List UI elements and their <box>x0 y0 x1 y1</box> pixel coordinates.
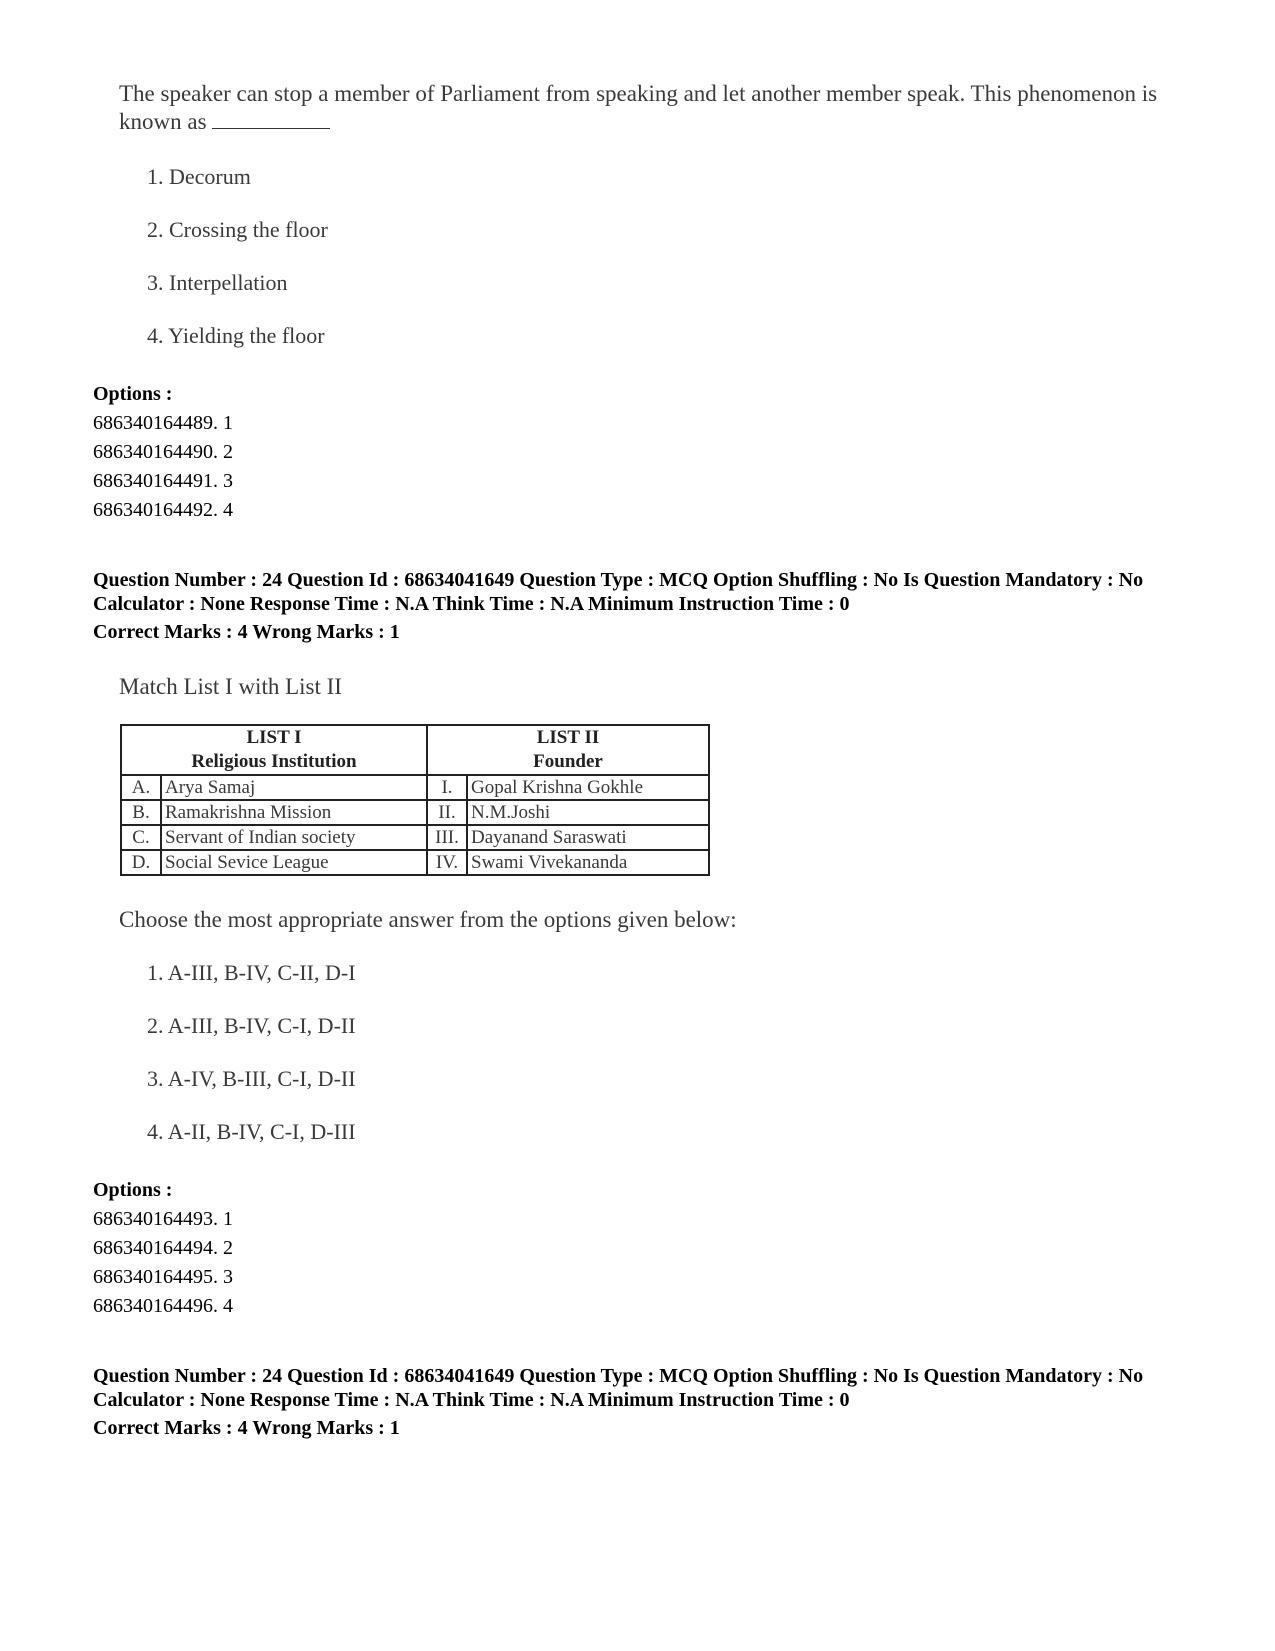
question-24-choose-text: Choose the most appropriate answer from the options given below: <box>119 907 737 932</box>
table-row <box>121 850 709 875</box>
question-23-option-1: 686340164489. 1 <box>93 412 233 434</box>
list-1-header <box>121 725 427 775</box>
question-24-choice-1: 1. A-III, B-IV, C-II, D-I <box>147 960 356 985</box>
question-24-choice-4: 4. A-II, B-IV, C-I, D-III <box>147 1119 356 1144</box>
question-23-text: The speaker can stop a member of Parliament from speaking and let another member speak. This phenomenon is known as <box>119 81 1158 134</box>
list-1-title: LIST I <box>246 727 302 748</box>
list-2-title: LIST II <box>536 727 600 748</box>
question-24-option-1: 686340164493. 1 <box>93 1208 233 1230</box>
question-23-choice-4: 4. Yielding the floor <box>147 323 325 348</box>
question-24-option-4: 686340164496. 4 <box>93 1295 233 1317</box>
question-23-choice-3: 3. Interpellation <box>147 270 288 295</box>
question-24-option-3: 686340164495. 3 <box>93 1266 233 1288</box>
question-24-options-label: Options : <box>93 1179 173 1201</box>
row-institution: Ramakrishna Mission <box>161 800 427 825</box>
row-institution: Arya Samaj <box>161 775 427 800</box>
row-institution: Servant of Indian society <box>161 825 427 850</box>
row-founder: Gopal Krishna Gokhle <box>467 775 709 800</box>
question-24-choice-3: 3. A-IV, B-III, C-I, D-II <box>147 1066 356 1091</box>
row-institution: Social Sevice League <box>161 850 427 875</box>
question-24-choice-2: 2. A-III, B-IV, C-I, D-II <box>147 1013 356 1038</box>
question-23-options-label: Options : <box>93 383 173 405</box>
row-letter: A. <box>121 775 161 800</box>
question-24-marks: Correct Marks : 4 Wrong Marks : 1 <box>93 621 400 643</box>
question-23-choice-1: 1. Decorum <box>147 164 251 189</box>
question-24-option-2: 686340164494. 2 <box>93 1237 233 1259</box>
row-founder: Dayanand Saraswati <box>467 825 709 850</box>
question-23-option-4: 686340164492. 4 <box>93 499 233 521</box>
question-23-option-2: 686340164490. 2 <box>93 441 233 463</box>
question-23-option-3: 686340164491. 3 <box>93 470 233 492</box>
row-roman: III. <box>427 825 467 850</box>
question-25-meta: Question Number : 24 Question Id : 68634041649 Question Type : MCQ Option Shuffling : No Is Question Mandatory : No Calculator : None Response Time : N.A Think Time : N.A Minimum Instruction Time : 0 <box>93 1365 1144 1411</box>
table-header-row <box>121 725 709 775</box>
row-founder: N.M.Joshi <box>467 800 709 825</box>
row-roman: I. <box>427 775 467 800</box>
question-24-meta: Question Number : 24 Question Id : 68634041649 Question Type : MCQ Option Shuffling : No Is Question Mandatory : No Calculator : None Response Time : N.A Think Time : N.A Minimum Instruction Time : 0 <box>93 569 1144 615</box>
match-table <box>120 724 710 876</box>
row-letter: D. <box>121 850 161 875</box>
row-founder: Swami Vivekananda <box>467 850 709 875</box>
table-row <box>121 775 709 800</box>
answer-blank <box>212 108 330 129</box>
question-25-marks: Correct Marks : 4 Wrong Marks : 1 <box>93 1417 400 1439</box>
row-roman: IV. <box>427 850 467 875</box>
table-row <box>121 800 709 825</box>
row-roman: II. <box>427 800 467 825</box>
row-letter: C. <box>121 825 161 850</box>
question-24-intro: Match List I with List II <box>119 674 342 699</box>
table-row <box>121 825 709 850</box>
question-23-choice-2: 2. Crossing the floor <box>147 217 328 242</box>
list-2-subtitle: Founder <box>533 751 603 772</box>
list-1-subtitle: Religious Institution <box>191 751 357 772</box>
list-2-header <box>427 725 709 775</box>
row-letter: B. <box>121 800 161 825</box>
